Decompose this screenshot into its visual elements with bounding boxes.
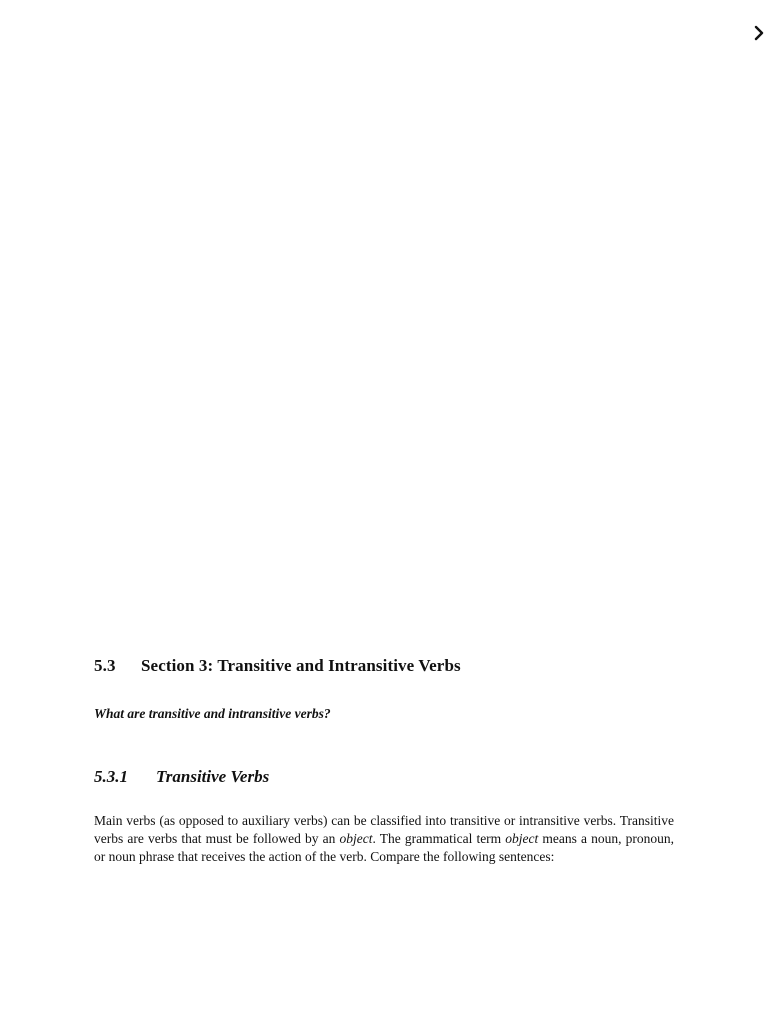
subsection-title: Transitive Verbs	[156, 767, 270, 786]
subsection-heading	[94, 767, 269, 787]
paragraph-text-3: means a noun, pronoun, or noun phrase that receives the action of the verb. Compare the following sentences:	[94, 831, 674, 864]
chevron-right-icon	[754, 24, 764, 42]
paragraph-text-1: Main verbs (as opposed to auxiliary verbs) can be classified into transitive or intransitive verbs. Transitive verbs are verbs that must be followed by an	[94, 813, 674, 846]
paragraph-term-object-2: object	[505, 831, 539, 846]
section-question: What are transitive and intransitive verbs?	[94, 706, 331, 721]
section-number: 5.3	[94, 656, 116, 675]
paragraph-text-2: . The grammatical term	[372, 831, 506, 846]
paragraph-term-object-1: object	[339, 831, 373, 846]
body-paragraph	[94, 812, 674, 866]
section-heading	[94, 656, 461, 676]
subsection-number: 5.3.1	[94, 767, 128, 786]
section-title: Section 3: Transitive and Intransitive Verbs	[141, 656, 461, 675]
